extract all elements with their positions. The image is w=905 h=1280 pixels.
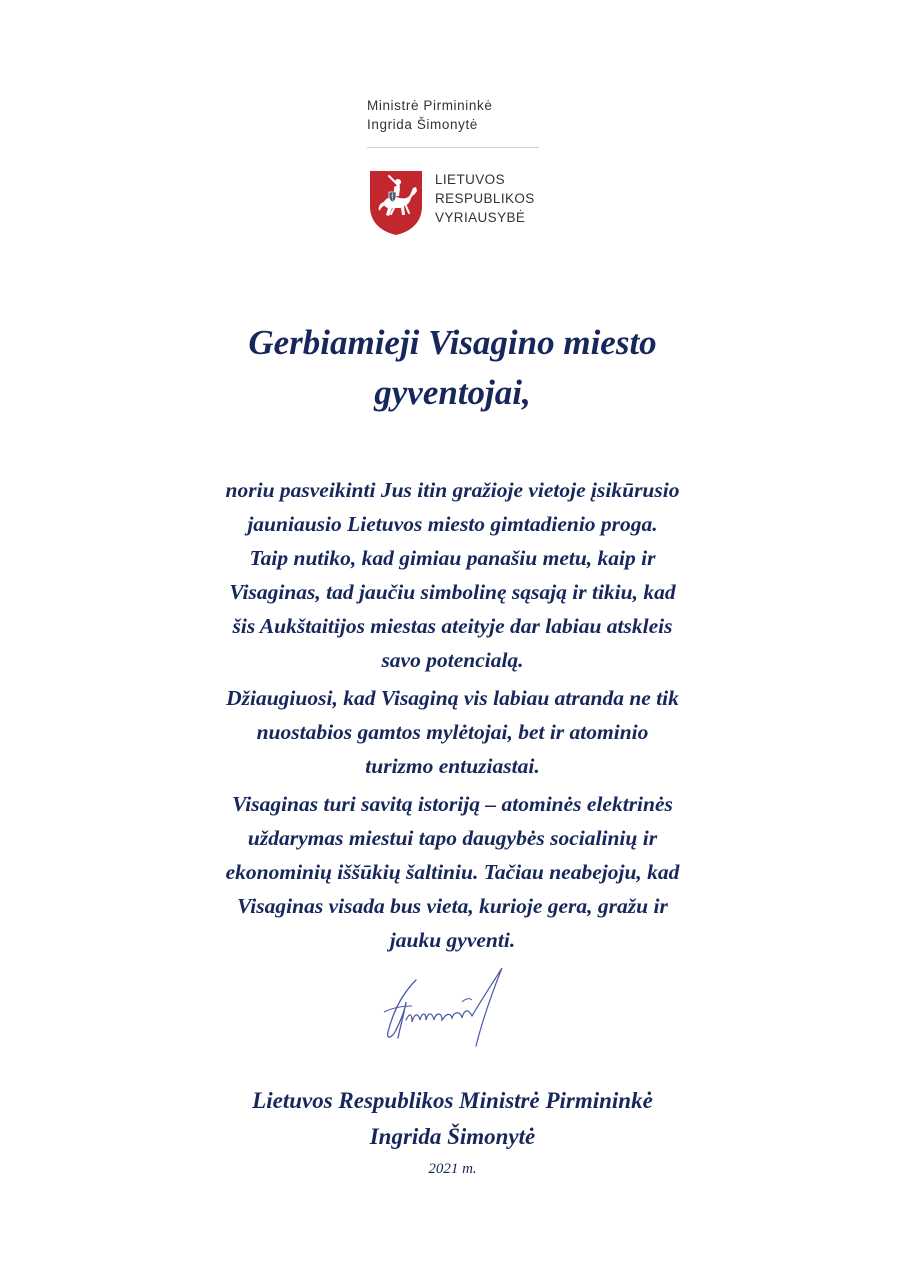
text-line: noriu pasveikinti Jus itin gražioje vietoje įsikūrusio <box>225 478 680 502</box>
letterhead-author <box>367 96 539 134</box>
text-line: jauku gyventi. <box>389 928 516 952</box>
letter-closing <box>0 1083 905 1155</box>
vytis-coat-of-arms-icon <box>367 168 425 236</box>
text-line: jauniausio Lietuvos miesto gimtadienio proga. <box>247 512 658 536</box>
paragraph-3 <box>130 787 775 957</box>
text-line: savo potencialą. <box>381 648 524 672</box>
letter-salutation <box>0 318 905 418</box>
text-line: Džiaugiuosi, kad Visaginą vis labiau atranda ne tik <box>226 686 679 710</box>
text-line: Visaginas, tad jaučiu simbolinę sąsają ir tikiu, kad <box>229 580 676 604</box>
text-line: turizmo entuziastai. <box>365 754 540 778</box>
government-name <box>435 170 535 227</box>
letter-body <box>130 473 775 961</box>
government-name-line2: RESPUBLIKOS <box>435 191 535 206</box>
salutation-line1: Gerbiamieji Visagino miesto <box>248 323 657 362</box>
text-line: Visaginas visada bus vieta, kurioje gera, gražu ir <box>237 894 668 918</box>
letter-year: 2021 m. <box>428 1161 477 1177</box>
government-logo <box>367 168 567 238</box>
letterhead-position: Ministrė Pirmininkė <box>367 98 493 113</box>
handwritten-signature <box>376 962 526 1052</box>
text-line: ekonominių iššūkių šaltiniu. Tačiau neabejoju, kad <box>225 860 680 884</box>
salutation-line2: gyventojai, <box>374 373 531 412</box>
text-line: uždarymas miestui tapo daugybės socialinių ir <box>247 826 658 850</box>
text-line: Visaginas turi savitą istoriją – atominės elektrinės <box>232 792 673 816</box>
text-line: šis Aukštaitijos miestas ateityje dar labiau atskleis <box>232 614 673 638</box>
letterhead-name: Ingrida Šimonytė <box>367 117 478 132</box>
text-line: Taip nutiko, kad gimiau panašiu metu, kaip ir <box>249 546 656 570</box>
government-name-line3: VYRIAUSYBĖ <box>435 210 526 225</box>
letterhead-divider <box>367 147 539 148</box>
text-line: nuostabios gamtos mylėtojai, bet ir atominio <box>256 720 649 744</box>
signer-name: Ingrida Šimonytė <box>369 1124 536 1149</box>
paragraph-2 <box>130 681 775 783</box>
signer-position: Lietuvos Respublikos Ministrė Pirmininkė <box>252 1088 653 1113</box>
government-name-line1: LIETUVOS <box>435 172 505 187</box>
paragraph-1 <box>130 473 775 677</box>
